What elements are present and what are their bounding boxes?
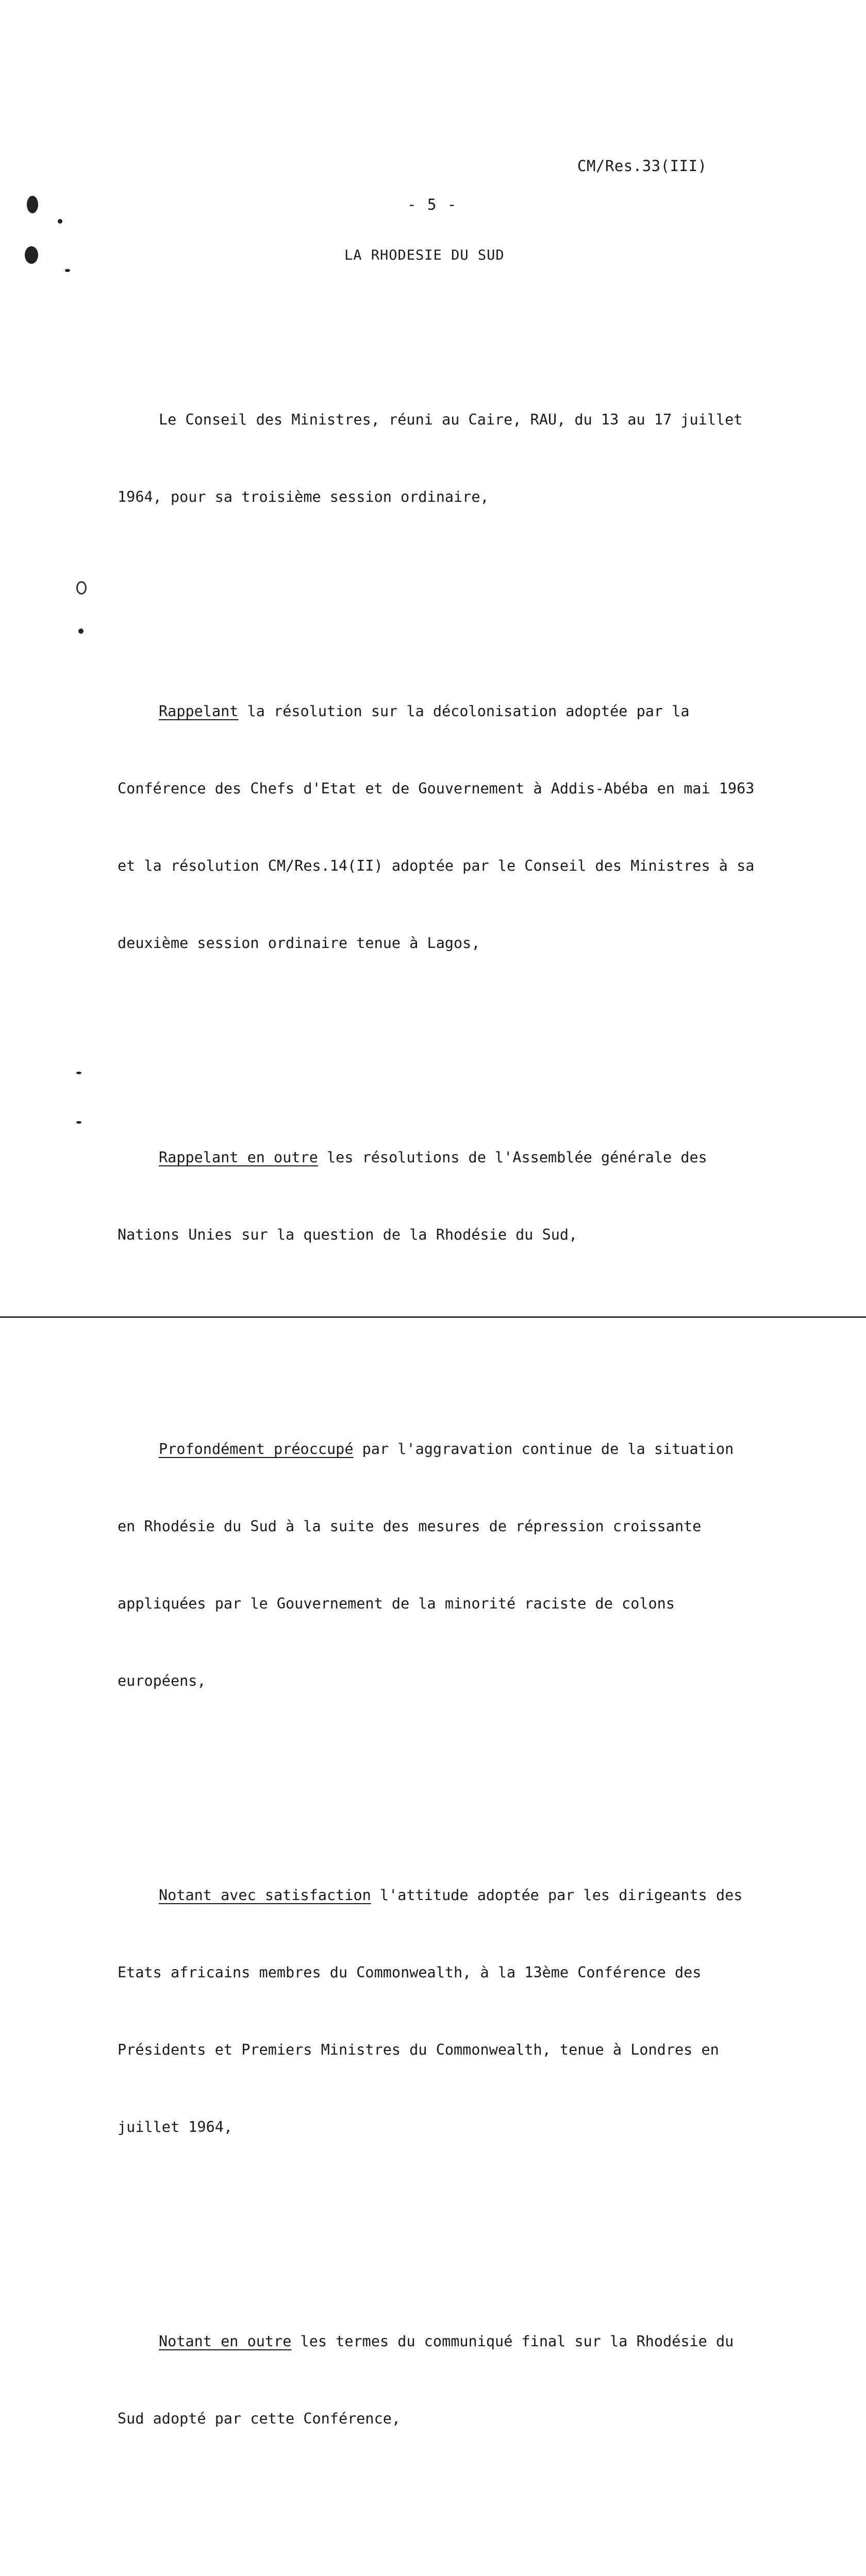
- paragraph-preamble: [118, 355, 777, 562]
- text-line: [118, 699, 777, 724]
- text-line: [118, 2329, 777, 2354]
- text-line: Le Conseil des Ministres, réuni au Caire, RAU, du 13 au 17 juillet: [159, 411, 743, 428]
- scan-edge: [0, 1316, 866, 1318]
- scan-mark: [76, 1072, 81, 1074]
- paragraph-ayant-examine: [118, 2569, 777, 2576]
- paragraph-lead: Notant avec satisfaction: [159, 1887, 371, 1904]
- text-fragment: les termes du communiqué final sur la Rhodésie du: [291, 2333, 734, 2350]
- document-title: LA RHODESIE DU SUD: [344, 247, 505, 263]
- scan-mark: [78, 629, 84, 634]
- scan-mark: [65, 269, 70, 272]
- scan-mark: [76, 581, 87, 595]
- text-line: [118, 1145, 777, 1171]
- text-line: 1964, pour sa troisième session ordinaire,: [118, 488, 489, 505]
- scan-mark: [58, 219, 62, 224]
- resolution-body: [118, 278, 777, 2576]
- text-line: Etats africains membres du Commonwealth, à la 13ème Conférence des: [118, 1964, 702, 1981]
- text-line: Conférence des Chefs d'Etat et de Gouvernement à Addis-Abéba en mai 1963: [118, 780, 755, 797]
- paragraph-notant-en-outre: [118, 2277, 777, 2483]
- text-fragment: la résolution sur la décolonisation adoptée par la: [238, 703, 690, 720]
- scan-mark: [76, 1121, 81, 1124]
- paragraph-rappelant-en-outre: [118, 1093, 777, 1299]
- text-line: européens,: [118, 1672, 206, 1689]
- paragraph-lead: Rappelant en outre: [159, 1149, 318, 1166]
- paragraph-rappelant: [118, 647, 777, 1008]
- text-fragment: par l'aggravation continue de la situation: [353, 1440, 734, 1458]
- text-line: et la résolution CM/Res.14(II) adoptée par le Conseil des Ministres à sa: [118, 857, 755, 874]
- text-line: Sud adopté par cette Conférence,: [118, 2410, 401, 2427]
- text-line: [118, 1436, 777, 1462]
- document-reference: CM/Res.33(III): [577, 157, 707, 175]
- text-line: Nations Unies sur la question de la Rhodésie du Sud,: [118, 1226, 578, 1243]
- page-number: - 5 -: [407, 196, 458, 213]
- paragraph-lead: Notant en outre: [159, 2333, 292, 2350]
- text-fragment: les résolutions de l'Assemblée générale des: [318, 1149, 707, 1166]
- text-line: [118, 1883, 777, 1908]
- scan-mark: [25, 246, 38, 264]
- paragraph-lead: Profondément préoccupé: [159, 1440, 354, 1458]
- text-line: deuxième session ordinaire tenue à Lagos,: [118, 935, 480, 952]
- paragraph-lead: Rappelant: [159, 703, 239, 720]
- paragraph-preoccupe: [118, 1385, 777, 1745]
- text-line: Présidents et Premiers Ministres du Commonwealth, tenue à Londres en: [118, 2041, 719, 2058]
- text-line: en Rhodésie du Sud à la suite des mesures de répression croissante: [118, 1518, 702, 1535]
- text-line: juillet 1964,: [118, 2119, 233, 2136]
- text-line: appliquées par le Gouvernement de la minorité raciste de colons: [118, 1595, 675, 1612]
- paragraph-notant-satisfaction: [118, 1831, 777, 2192]
- scan-mark: [27, 196, 38, 213]
- text-fragment: l'attitude adoptée par les dirigeants des: [371, 1887, 743, 1904]
